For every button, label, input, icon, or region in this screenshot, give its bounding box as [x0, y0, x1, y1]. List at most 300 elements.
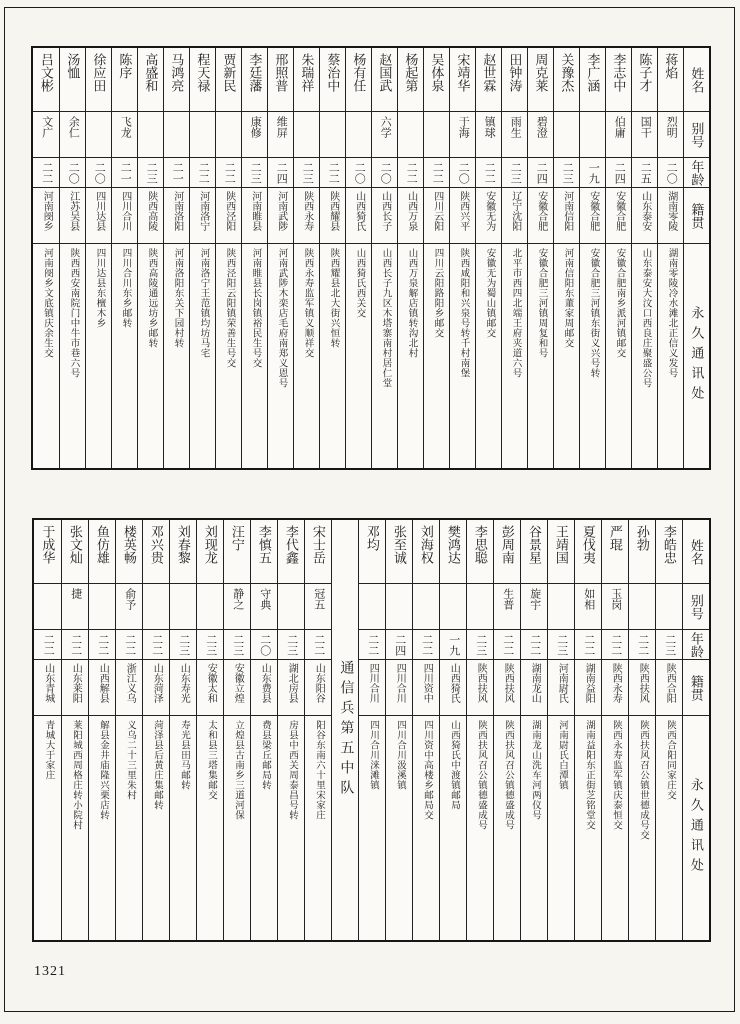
person-address [278, 716, 304, 940]
person-native [656, 660, 682, 716]
person-column [466, 520, 493, 940]
person-age [86, 158, 111, 188]
person-native-text: 山东阳谷 [313, 663, 325, 703]
person-address-text: 解县金井庙隆兴栗店转 [97, 720, 108, 820]
person-address-text: 太和县三塔集邮交 [205, 720, 216, 800]
person-address-text: 陕西高陵通远坊乡邮转 [146, 248, 157, 348]
person-age [656, 630, 682, 660]
person-column [371, 48, 397, 468]
person-address-text: 安徽合肥三河镇周复和号 [536, 248, 547, 358]
person-byname [656, 584, 682, 630]
person-address [359, 716, 385, 940]
person-age-text: 二三 [474, 633, 487, 656]
person-address-text: 陕西耀县北大街兴恒转 [328, 248, 339, 348]
person-address [294, 244, 319, 468]
person-column [163, 48, 189, 468]
person-address [450, 244, 475, 468]
person-native [34, 660, 61, 716]
person-address [467, 716, 493, 940]
person-age-text: 二二 [327, 161, 340, 184]
person-column [423, 48, 449, 468]
person-name-text: 蒋焰 [663, 53, 679, 79]
person-column [579, 48, 605, 468]
person-address [632, 244, 657, 468]
person-address [502, 244, 527, 468]
person-name-text: 邓兴贵 [148, 525, 164, 564]
person-byname [554, 112, 579, 158]
person-name-text: 马鸿亮 [169, 53, 185, 92]
person-column [277, 520, 304, 940]
person-address [548, 716, 574, 940]
header-byname-text: 别号 [688, 593, 704, 620]
header-native [684, 188, 709, 244]
person-age-text: 二〇 [353, 161, 366, 184]
person-column [115, 520, 142, 940]
person-byname [143, 584, 169, 630]
person-address-text: 四川合川涞滩镇 [367, 720, 378, 790]
person-name-text: 汪宁 [229, 525, 245, 551]
person-native [450, 188, 475, 244]
person-address [386, 716, 412, 940]
person-column [631, 48, 657, 468]
person-name-text: 楼英畅 [121, 525, 137, 564]
person-name [580, 48, 605, 112]
person-age [413, 630, 439, 660]
person-native-text: 江苏吴县 [67, 191, 79, 231]
person-age [34, 630, 61, 660]
person-byname-text: 镇球 [483, 116, 496, 138]
person-age-text: 二二 [366, 633, 379, 656]
person-age-text: 二〇 [93, 161, 106, 184]
person-age [62, 630, 88, 660]
person-age [528, 158, 553, 188]
person-address-text: 安徽合肥南乡派河镇邮交 [614, 248, 625, 358]
person-name-text: 陈序 [117, 53, 133, 79]
person-name-text: 赵国武 [377, 53, 393, 92]
person-byname [216, 112, 241, 158]
person-address-text: 四川合川汲溪镇 [394, 720, 405, 790]
person-age [606, 158, 631, 188]
person-native-text: 四川资中 [421, 663, 433, 703]
person-native [424, 188, 449, 244]
person-byname [386, 584, 412, 630]
person-column [215, 48, 241, 468]
person-name-text: 吕文彬 [38, 53, 54, 92]
person-byname-text: 维屏 [275, 116, 288, 138]
person-address-text: 寿光县田马邮转 [178, 720, 189, 790]
person-byname-text: 六学 [379, 116, 392, 138]
person-column [397, 48, 423, 468]
header-name-text: 姓名 [688, 538, 704, 565]
person-name-text: 夏伐夷 [580, 525, 596, 564]
person-column [345, 48, 371, 468]
person-name [60, 48, 85, 112]
person-byname [164, 112, 189, 158]
person-age [294, 158, 319, 188]
person-native-text: 湖南零陵 [665, 191, 677, 231]
person-address-text: 山东泰安大汶口西良庄聚盛公号 [640, 248, 651, 388]
person-byname [606, 112, 631, 158]
person-age-text: 二三 [663, 633, 676, 656]
person-byname-text: 守典 [258, 588, 271, 610]
person-byname [33, 112, 59, 158]
person-address [138, 244, 163, 468]
person-byname [112, 112, 137, 158]
person-byname [467, 584, 493, 630]
person-age [521, 630, 547, 660]
person-native-text: 陕西扶风 [502, 663, 514, 703]
person-address [251, 716, 277, 940]
person-age [116, 630, 142, 660]
person-native-text: 湖南益阳 [583, 663, 595, 703]
person-age-text: 二三 [285, 633, 298, 656]
person-age [424, 158, 449, 188]
person-age-text: 二〇 [457, 161, 470, 184]
person-address-text: 陕西合阳同家庄交 [664, 720, 675, 800]
person-native-text: 河南洛阳 [171, 191, 183, 231]
header-byname [683, 584, 709, 630]
person-age-text: 二二 [483, 161, 496, 184]
person-age-text: 二一 [119, 161, 132, 184]
person-age-text: 二五 [639, 161, 652, 184]
person-column [412, 520, 439, 940]
person-native [33, 188, 59, 244]
person-native-text: 陕西高陵 [145, 191, 157, 231]
person-byname [170, 584, 196, 630]
person-age [346, 158, 371, 188]
person-byname [251, 584, 277, 630]
person-address-text: 山西长子九区木塔寨南村居仁堂 [380, 248, 391, 388]
person-address [170, 716, 196, 940]
person-address-text: 安徽无为蜀山镇邮交 [484, 248, 495, 338]
person-byname [86, 112, 111, 158]
person-byname-text: 生普 [501, 588, 514, 610]
person-age [658, 158, 683, 188]
person-name [413, 520, 439, 584]
person-age [197, 630, 223, 660]
person-column [61, 520, 88, 940]
person-address-text: 义乌二十三里朱村 [124, 720, 135, 800]
person-column [527, 48, 553, 468]
person-age [494, 630, 520, 660]
person-byname-text: 文广 [40, 116, 53, 138]
person-age [242, 158, 267, 188]
person-byname-text: 静之 [231, 588, 244, 610]
person-native-text: 浙江义乌 [124, 663, 136, 703]
person-native [548, 660, 574, 716]
person-byname-text: 旋宇 [528, 588, 541, 610]
person-age [170, 630, 196, 660]
person-address [143, 716, 169, 940]
header-byname [684, 112, 709, 158]
person-byname [658, 112, 683, 158]
person-age [476, 158, 501, 188]
person-byname-text: 伯庸 [613, 116, 626, 138]
person-name [190, 48, 215, 112]
person-byname [116, 584, 142, 630]
person-address-text: 青城大于家庄 [43, 720, 54, 780]
person-name-text: 蔡治中 [325, 53, 341, 92]
person-age [278, 630, 304, 660]
person-age [398, 158, 423, 188]
person-name-text: 高盛和 [143, 53, 159, 92]
person-name-text: 刘现龙 [202, 525, 218, 564]
person-address-text: 菏泽县后黄庄集邮转 [151, 720, 162, 810]
person-name [602, 520, 628, 584]
person-address-text: 河南武陟木栾店毛府南郑义恩号 [276, 248, 287, 388]
person-name-text: 张文灿 [67, 525, 83, 564]
person-address [33, 244, 59, 468]
person-column [501, 48, 527, 468]
person-name-text: 孙勃 [634, 525, 650, 551]
person-column [223, 520, 250, 940]
person-column [142, 520, 169, 940]
person-byname [450, 112, 475, 158]
person-name-text: 程天禄 [195, 53, 211, 92]
person-age-text: 二〇 [258, 633, 271, 656]
person-address [112, 244, 137, 468]
person-native-text: 河南信阳 [561, 191, 573, 231]
person-byname [632, 112, 657, 158]
person-name-text: 邓均 [364, 525, 380, 551]
person-column [241, 48, 267, 468]
person-byname [34, 584, 61, 630]
person-age-text: 二四 [535, 161, 548, 184]
person-column [547, 520, 574, 940]
person-name [116, 520, 142, 584]
person-age-text: 二四 [613, 161, 626, 184]
person-age-text: 二二 [69, 633, 82, 656]
header-address-text: 永久通讯处 [688, 778, 704, 878]
person-name-text: 于成华 [40, 525, 56, 564]
person-age [89, 630, 115, 660]
person-byname [197, 584, 223, 630]
person-column [169, 520, 196, 940]
person-address [346, 244, 371, 468]
person-age [502, 158, 527, 188]
person-native-text: 陕西兴平 [457, 191, 469, 231]
person-name [629, 520, 655, 584]
person-address-text: 河南睢县长岗镇裕民生号交 [250, 248, 261, 368]
person-byname [575, 584, 601, 630]
person-byname-text: 俞予 [123, 588, 136, 610]
person-name [216, 48, 241, 112]
person-byname [346, 112, 371, 158]
person-native-text: 山东莱阳 [70, 663, 82, 703]
person-name [372, 48, 397, 112]
person-byname [521, 584, 547, 630]
person-native [86, 188, 111, 244]
person-name-text: 汤恤 [65, 53, 81, 79]
person-byname [138, 112, 163, 158]
person-address [602, 716, 628, 940]
person-address [629, 716, 655, 940]
person-column [520, 520, 547, 940]
person-column [574, 520, 601, 940]
person-name [440, 520, 466, 584]
person-byname-text: 玉岗 [609, 588, 622, 610]
person-address-text: 四川合川东乡邮转 [120, 248, 131, 328]
person-column [111, 48, 137, 468]
person-address-text: 莱阳城西周格庄转小院村 [70, 720, 81, 830]
person-native-text: 山东青城 [42, 663, 54, 703]
header-native-text: 籍贯 [689, 202, 705, 229]
person-age [629, 630, 655, 660]
person-native [170, 660, 196, 716]
person-native-text: 四川合川 [367, 663, 379, 703]
person-address-text: 陕西永寿监军镇庆泰恒交 [610, 720, 621, 830]
person-age-text: 二二 [420, 633, 433, 656]
person-native-text: 陕西耀县 [327, 191, 339, 231]
person-name [138, 48, 163, 112]
person-age-text: 一九 [587, 161, 600, 184]
person-byname-text: 冠五 [312, 588, 325, 610]
person-native [528, 188, 553, 244]
person-column [601, 520, 628, 940]
person-age-text: 二二 [582, 633, 595, 656]
person-native [112, 188, 137, 244]
person-name [494, 520, 520, 584]
person-address-text: 山西猗氏中渡镇邮局 [448, 720, 459, 810]
person-name [528, 48, 553, 112]
person-name-text: 李志中 [611, 53, 627, 92]
person-name-text: 关豫杰 [559, 53, 575, 92]
person-name [359, 520, 385, 584]
person-native [116, 660, 142, 716]
person-address [656, 716, 682, 940]
person-name-text: 邢照普 [273, 53, 289, 92]
person-age [548, 630, 574, 660]
person-age [580, 158, 605, 188]
person-native-text: 山西长子 [379, 191, 391, 231]
person-byname-text: 如相 [582, 588, 595, 610]
person-address [521, 716, 547, 940]
person-address [89, 716, 115, 940]
person-address-text: 陕西咸阳和兴泉号转千村南堡 [458, 248, 469, 378]
person-byname [398, 112, 423, 158]
person-name-text: 李思聪 [472, 525, 488, 564]
person-native [521, 660, 547, 716]
person-native [476, 188, 501, 244]
person-address [116, 716, 142, 940]
person-byname [494, 584, 520, 630]
person-native [294, 188, 319, 244]
page-number: 1321 [34, 964, 66, 979]
person-age-text: 二四 [275, 161, 288, 184]
person-address-text: 陕西扶风召公镇世德成号交 [637, 720, 648, 840]
person-age-text: 二二 [150, 633, 163, 656]
person-native-text: 陕西扶风 [475, 663, 487, 703]
person-age [632, 158, 657, 188]
person-age-text: 二〇 [379, 161, 392, 184]
person-native-text: 河南睢县 [249, 191, 261, 231]
person-native [372, 188, 397, 244]
person-byname [413, 584, 439, 630]
person-age-text: 二三 [509, 161, 522, 184]
person-name-text: 周克莱 [533, 53, 549, 92]
header-native [683, 660, 709, 716]
person-age-text: 二三 [249, 161, 262, 184]
person-byname [268, 112, 293, 158]
person-native [305, 660, 331, 716]
person-name [164, 48, 189, 112]
person-column [137, 48, 163, 468]
person-address [658, 244, 683, 468]
person-address [305, 716, 331, 940]
person-column [33, 48, 59, 468]
person-address-text: 陕西泾阳云阳镇荣善生号交 [224, 248, 235, 368]
person-native-text: 山东菏泽 [151, 663, 163, 703]
person-name [658, 48, 683, 112]
person-name [242, 48, 267, 112]
person-column [628, 520, 655, 940]
person-native [251, 660, 277, 716]
person-native-text: 河南阌乡 [41, 191, 53, 231]
header-address [684, 244, 709, 468]
person-byname-text: 康修 [249, 116, 262, 138]
person-address-text: 山西万泉解店镇转沟北村 [406, 248, 417, 358]
person-byname-text: 飞龙 [119, 116, 132, 138]
person-native-text: 山东泰安 [639, 191, 651, 231]
person-native [138, 188, 163, 244]
person-age-text: 二二 [528, 633, 541, 656]
person-native-text: 陕西永寿 [610, 663, 622, 703]
person-column [657, 48, 683, 468]
person-column [88, 520, 115, 940]
person-byname [424, 112, 449, 158]
person-native [89, 660, 115, 716]
person-address-text: 陕西扶风召公镇德盛成号 [475, 720, 486, 830]
person-native-text: 山东寿光 [178, 663, 190, 703]
person-age-text: 二二 [431, 161, 444, 184]
header-byname-text: 别号 [689, 121, 705, 148]
person-age [60, 158, 85, 188]
person-age [575, 630, 601, 660]
person-address [197, 716, 223, 940]
person-name [575, 520, 601, 584]
person-name-text: 李慎五 [256, 525, 272, 564]
person-age-text: 二三 [231, 633, 244, 656]
person-address-text: 湖南益阳东正街芝铭堂交 [583, 720, 594, 830]
person-age-text: 二二 [223, 161, 236, 184]
person-name [502, 48, 527, 112]
person-native [658, 188, 683, 244]
person-native-text: 安徽太和 [205, 663, 217, 703]
person-byname [502, 112, 527, 158]
person-column [293, 48, 319, 468]
person-name-text: 李廷藩 [247, 53, 263, 92]
person-byname [580, 112, 605, 158]
person-age-text: 二三 [301, 161, 314, 184]
person-name [62, 520, 88, 584]
person-native-text: 湖南龙山 [529, 663, 541, 703]
person-age [602, 630, 628, 660]
person-address [62, 716, 88, 940]
person-address-text: 山西猗氏西关交 [354, 248, 365, 318]
person-native-text: 四川合川 [394, 663, 406, 703]
person-address-text: 河南洛阳东关下园村转 [172, 248, 183, 348]
person-native [386, 660, 412, 716]
person-age-text: 二二 [96, 633, 109, 656]
person-native-text: 辽宁沈阳 [509, 191, 521, 231]
person-name-text: 朱瑞祥 [299, 53, 315, 92]
person-age [112, 158, 137, 188]
person-native-text: 山东费县 [259, 663, 271, 703]
person-address [580, 244, 605, 468]
person-byname [294, 112, 319, 158]
header-name-text: 姓名 [689, 66, 705, 93]
person-name [467, 520, 493, 584]
